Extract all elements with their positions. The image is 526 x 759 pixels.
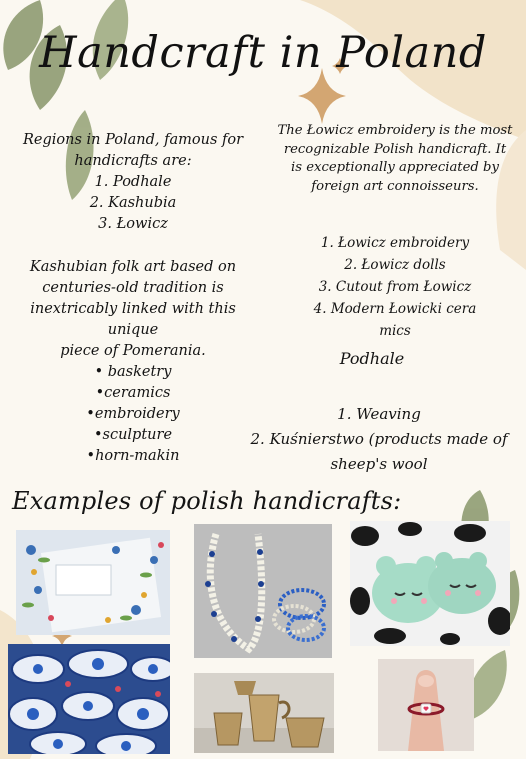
lowicz-text-line: is exceptionally appreciated by xyxy=(291,160,499,175)
necklace-photo xyxy=(194,524,332,658)
left-column xyxy=(8,130,258,467)
regions-intro-line: handicrafts are: xyxy=(74,153,192,169)
kashubia-item: •sculpture xyxy=(93,427,173,443)
region-item: 1. Podhale xyxy=(94,174,172,190)
right-column xyxy=(270,122,520,342)
kashubia-item: •embroidery xyxy=(86,406,180,422)
lowicz-item: 4. Modern Łowicki cera xyxy=(313,301,477,317)
lowicz-item: mics xyxy=(379,323,411,339)
kashubia-item: • basketry xyxy=(94,364,172,380)
lowicz-list xyxy=(270,232,520,342)
podhale-heading: Podhale xyxy=(339,349,405,368)
kashubia-text-line: inextricably linked with this unique xyxy=(30,301,236,338)
kashubia-text-line: Kashubian folk art based on xyxy=(29,259,237,275)
lowicz-text-line: recognizable Polish handicraft. It xyxy=(283,141,507,157)
podhale-list xyxy=(236,402,522,477)
region-item: 2. Kashubia xyxy=(89,195,177,211)
page-title: Handcraft in Poland xyxy=(39,28,487,78)
lowicz-text-line: The Łowicz embroidery is the most xyxy=(277,123,513,138)
kashubia-item: •horn-makin xyxy=(86,448,180,464)
lowicz-item: 3. Cutout from Łowicz xyxy=(318,279,472,295)
kashubia-item: •ceramics xyxy=(95,385,171,401)
lowicz-text-line: foreign art connoisseurs. xyxy=(311,178,479,194)
kashubia-text-line: piece of Pomerania. xyxy=(60,343,206,359)
crochet-frogs-photo xyxy=(350,521,510,646)
kashubia-text-line: centuries-old tradition is xyxy=(42,280,224,296)
podhale-item: 1. Weaving xyxy=(337,405,421,423)
lowicz-item: 1. Łowicz embroidery xyxy=(320,235,470,251)
podhale-item: 2. Kuśnierstwo (products made of xyxy=(250,430,508,448)
podhale-item: sheep's wool xyxy=(330,455,428,473)
baskets-photo xyxy=(194,673,334,753)
bracelet-photo xyxy=(378,659,474,751)
regions-intro-line: Regions in Poland, famous for xyxy=(22,132,244,148)
lowicz-item: 2. Łowicz dolls xyxy=(344,257,446,273)
embroidery-photo xyxy=(16,530,170,635)
examples-heading: Examples of polish handicrafts: xyxy=(12,487,402,515)
region-item: 3. Łowicz xyxy=(98,216,168,232)
ceramics-photo xyxy=(8,644,170,754)
